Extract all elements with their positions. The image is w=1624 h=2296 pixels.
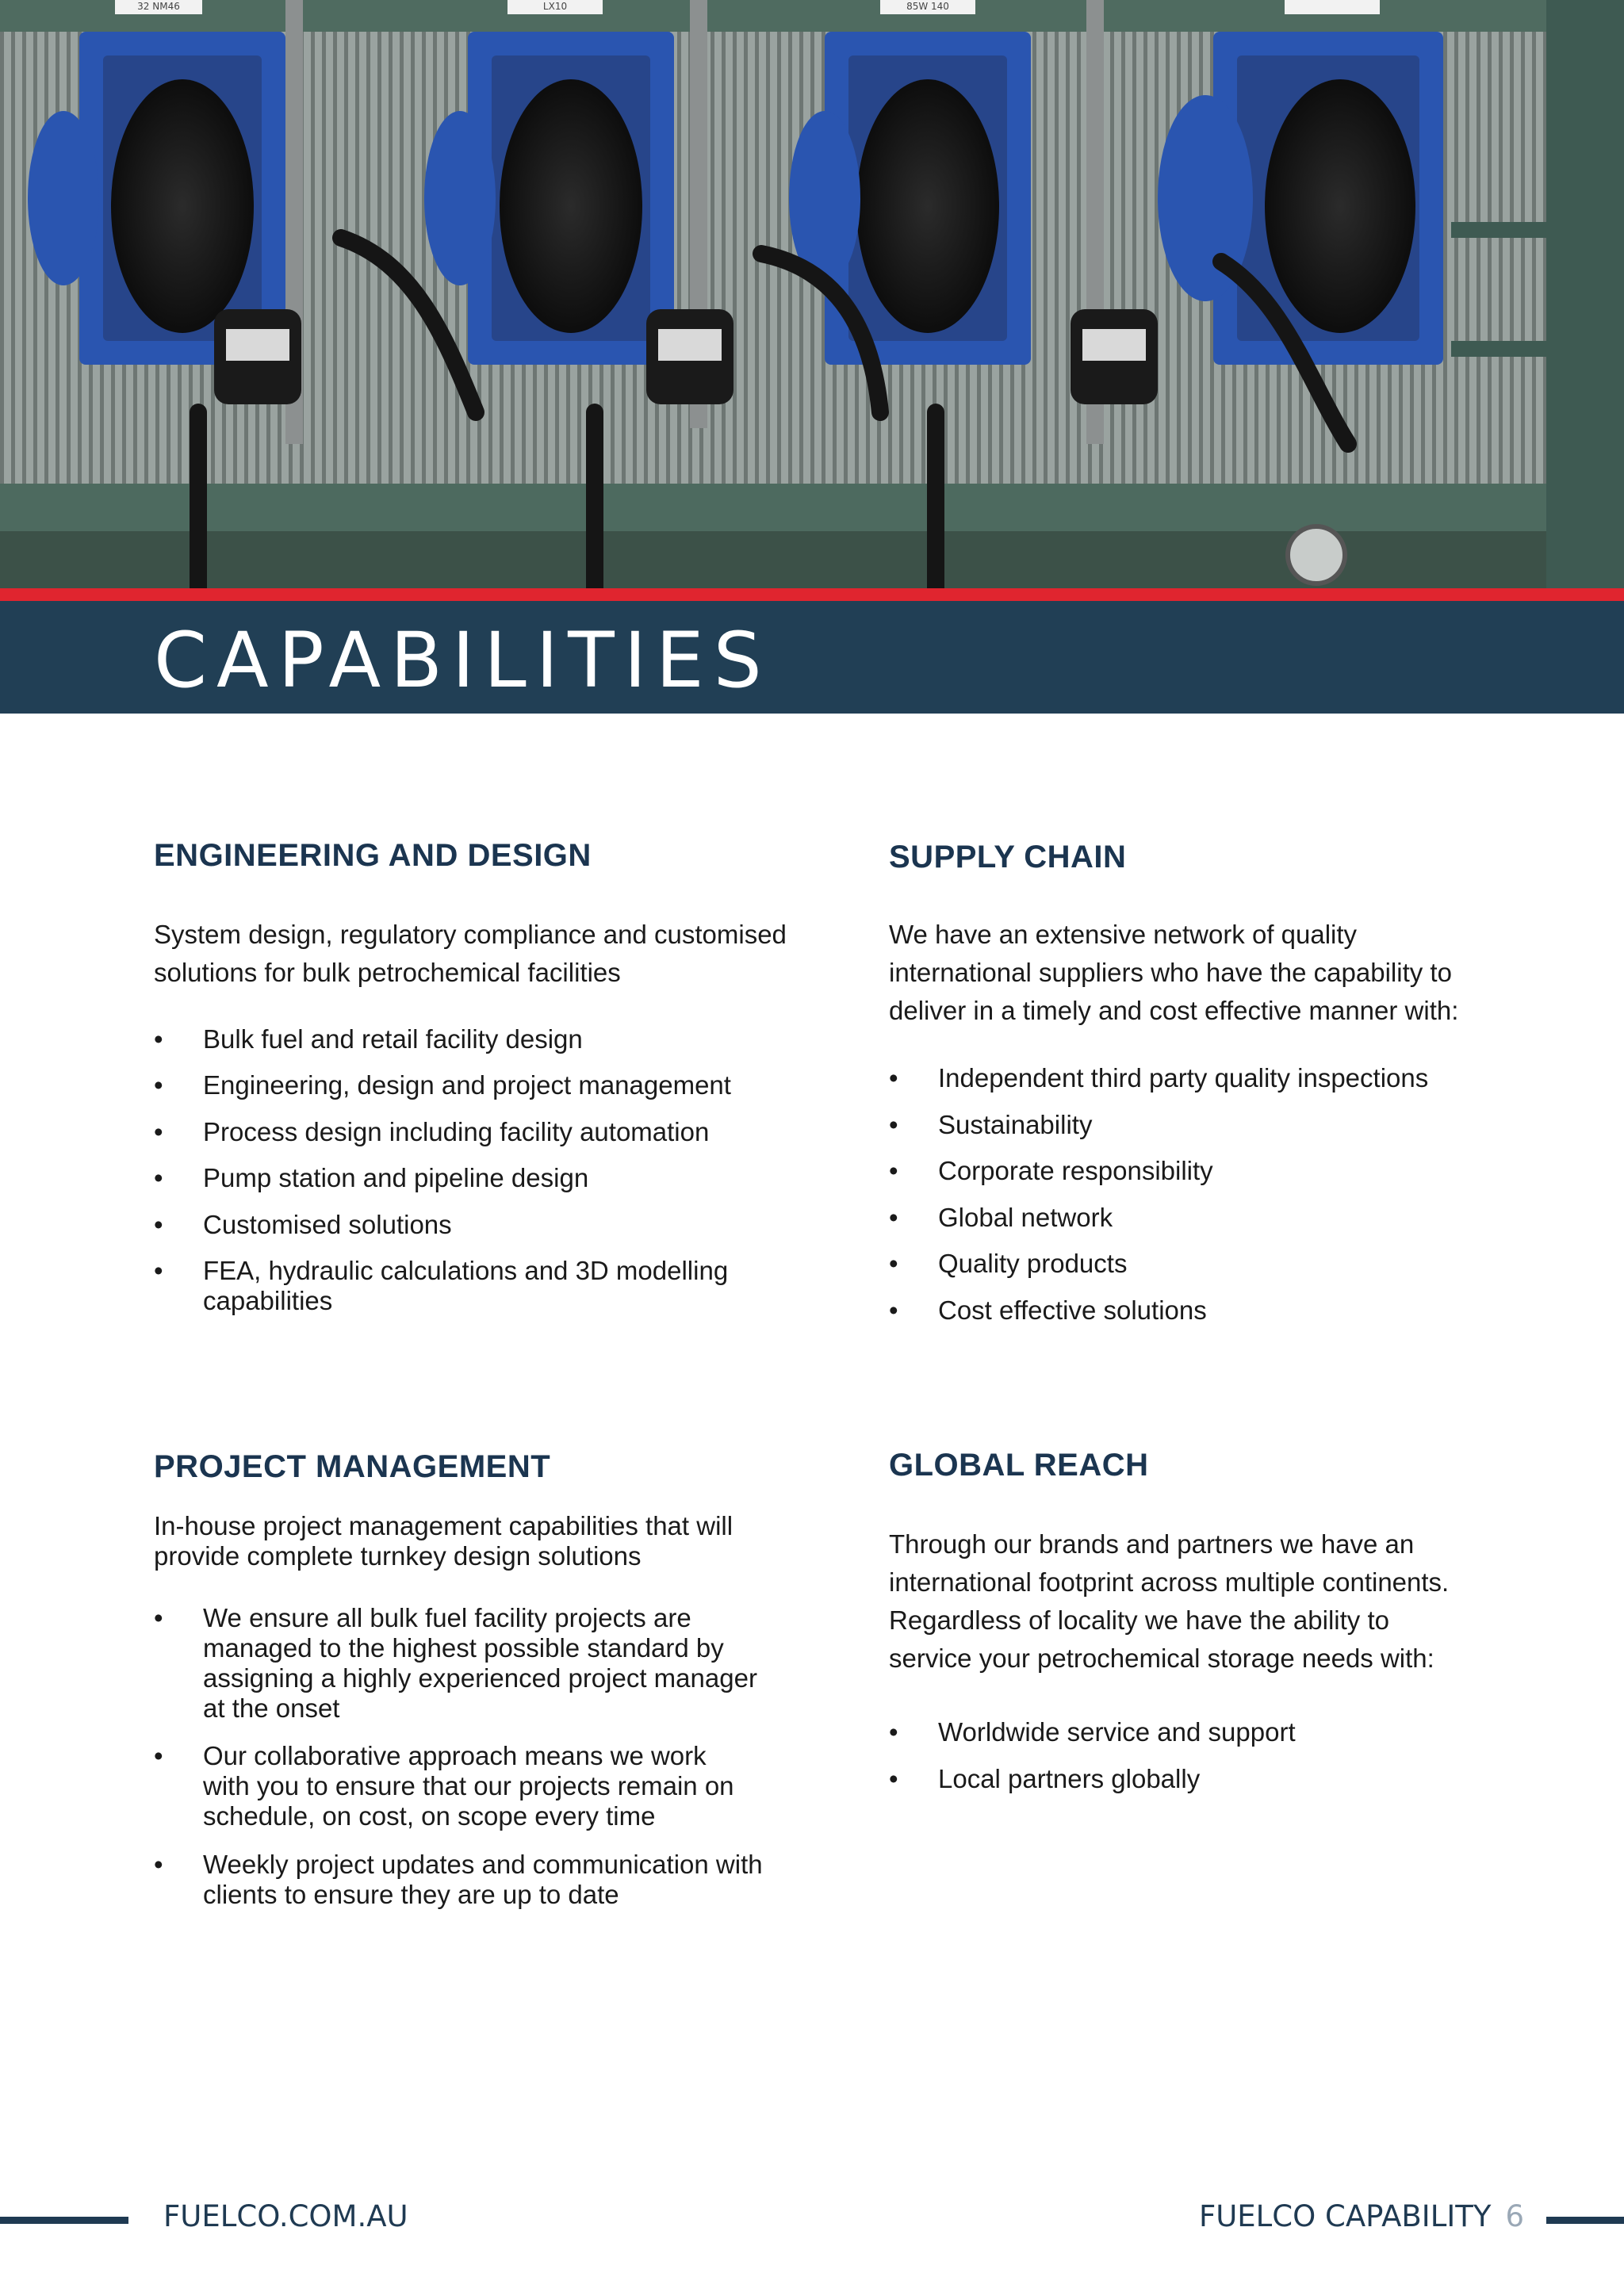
- bullet-marker: •: [154, 1741, 163, 1770]
- list-item-text: Engineering, design and project management: [203, 1070, 731, 1100]
- list-item: [154, 1070, 844, 1100]
- bullet-marker: •: [154, 1256, 163, 1285]
- section-heading: GLOBAL REACH: [889, 1448, 1149, 1483]
- list-item-text: Independent third party quality inspections: [938, 1063, 1429, 1093]
- footer-rule-left: [0, 2217, 128, 2224]
- list-item: [889, 1203, 1571, 1233]
- bullet-marker: •: [889, 1203, 898, 1232]
- list-item-text: Bulk fuel and retail facility design: [203, 1024, 583, 1054]
- bullet-marker: •: [154, 1070, 163, 1100]
- list-item-text: Worldwide service and support: [938, 1717, 1296, 1747]
- bullet-marker: •: [154, 1603, 163, 1632]
- footer-website: FUELCO.COM.AU: [163, 2199, 408, 2233]
- intro-line: solutions for bulk petrochemical facilities: [154, 958, 621, 987]
- list-item: [154, 1163, 844, 1193]
- intro-line: System design, regulatory compliance and customised: [154, 920, 787, 949]
- list-item-text: We ensure all bulk fuel facility projects are: [203, 1603, 691, 1632]
- list-item-text: assigning a highly experienced project manager: [203, 1663, 757, 1693]
- list-item-text: Sustainability: [938, 1110, 1093, 1139]
- page-number: 6: [1505, 2199, 1524, 2233]
- fuel-hose-reels-illustration: [0, 0, 1624, 588]
- section-engineering-design: [154, 836, 844, 1328]
- bullet-marker: •: [154, 1024, 163, 1054]
- list-item: [154, 1603, 844, 1724]
- section-heading: ENGINEERING AND DESIGN: [154, 838, 592, 873]
- section-heading: PROJECT MANAGEMENT: [154, 1449, 551, 1484]
- bullet-marker: •: [889, 1249, 898, 1278]
- list-item-text: at the onset: [203, 1693, 340, 1723]
- list-item: [154, 1024, 844, 1054]
- list-item: [889, 1295, 1571, 1326]
- bullet-marker: •: [889, 1110, 898, 1139]
- list-item-text: Pump station and pipeline design: [203, 1163, 589, 1192]
- intro-line: deliver in a timely and cost effective manner with:: [889, 996, 1459, 1025]
- section-global-reach: [889, 1446, 1571, 1811]
- footer-rule-right: [1546, 2217, 1624, 2224]
- list-item-text: managed to the highest possible standard by: [203, 1633, 724, 1663]
- bullet-marker: •: [154, 1163, 163, 1192]
- list-item-text: with you to ensure that our projects remain on: [203, 1771, 734, 1800]
- intro-line: Regardless of locality we have the ability to: [889, 1605, 1389, 1635]
- section-intro: [889, 1525, 1571, 1678]
- list-item-text: FEA, hydraulic calculations and 3D modelling: [203, 1256, 729, 1285]
- list-item: [154, 1117, 844, 1147]
- bullet-marker: •: [889, 1717, 898, 1747]
- reel-tag-4: [1285, 0, 1380, 14]
- intro-line: service your petrochemical storage needs with:: [889, 1644, 1434, 1673]
- list-item: [889, 1764, 1571, 1794]
- list-item-text: Quality products: [938, 1249, 1128, 1278]
- intro-line: We have an extensive network of quality: [889, 920, 1358, 949]
- list-item-text: Cost effective solutions: [938, 1295, 1207, 1325]
- reel-tag-1-text: 32 NM46: [137, 1, 180, 12]
- bullet-marker: •: [889, 1063, 898, 1093]
- hero-photo: [0, 0, 1624, 588]
- list-item: [154, 1210, 844, 1240]
- bullet-marker: •: [154, 1850, 163, 1879]
- list-item: [889, 1156, 1571, 1186]
- intro-line: international suppliers who have the capability to: [889, 958, 1452, 987]
- hose-reel-3: [789, 32, 1031, 365]
- list-item-text: Our collaborative approach means we work: [203, 1741, 707, 1770]
- list-item-text: clients to ensure they are up to date: [203, 1880, 619, 1909]
- bullet-marker: •: [889, 1764, 898, 1793]
- list-item-text: capabilities: [203, 1286, 333, 1315]
- bullet-marker: •: [154, 1210, 163, 1239]
- list-item-text: Global network: [938, 1203, 1113, 1232]
- bullet-marker: •: [154, 1117, 163, 1146]
- red-accent-stripe: [0, 588, 1624, 601]
- section-project-management: [154, 1448, 844, 1923]
- section-intro: [889, 916, 1571, 1030]
- list-item-text: Weekly project updates and communication with: [203, 1850, 763, 1879]
- bullet-marker: •: [889, 1156, 898, 1185]
- intro-line: Through our brands and partners we have an: [889, 1529, 1415, 1559]
- section-intro: [154, 916, 844, 992]
- list-item-text: Corporate responsibility: [938, 1156, 1213, 1185]
- footer-doc-title: [1199, 2198, 1524, 2235]
- list-item: [889, 1110, 1571, 1140]
- intro-line: provide complete turnkey design solutions: [154, 1541, 642, 1571]
- intro-line: international footprint across multiple continents.: [889, 1567, 1450, 1597]
- section-heading: SUPPLY CHAIN: [889, 840, 1127, 874]
- list-item-text: Local partners globally: [938, 1764, 1201, 1793]
- list-item-text: schedule, on cost, on scope every time: [203, 1801, 656, 1831]
- bullet-marker: •: [889, 1295, 898, 1325]
- list-item-text: Customised solutions: [203, 1210, 452, 1239]
- page-title: CAPABILITIES: [154, 616, 772, 705]
- list-item: [889, 1249, 1571, 1279]
- section-supply-chain: [889, 838, 1571, 1330]
- list-item: [889, 1717, 1571, 1747]
- intro-line: In-house project management capabilities that will: [154, 1511, 733, 1540]
- list-item: [154, 1256, 844, 1316]
- reel-tag-3-text: 85W 140: [906, 1, 949, 12]
- list-item: [154, 1850, 844, 1910]
- reel-tag-2-text: LX10: [542, 1, 568, 12]
- title-band: [0, 601, 1624, 714]
- list-item: [889, 1063, 1571, 1093]
- footer-title-text: FUELCO CAPABILITY: [1198, 2199, 1492, 2233]
- list-item: [154, 1741, 844, 1831]
- list-item-text: Process design including facility automation: [203, 1117, 710, 1146]
- section-intro: [154, 1511, 844, 1571]
